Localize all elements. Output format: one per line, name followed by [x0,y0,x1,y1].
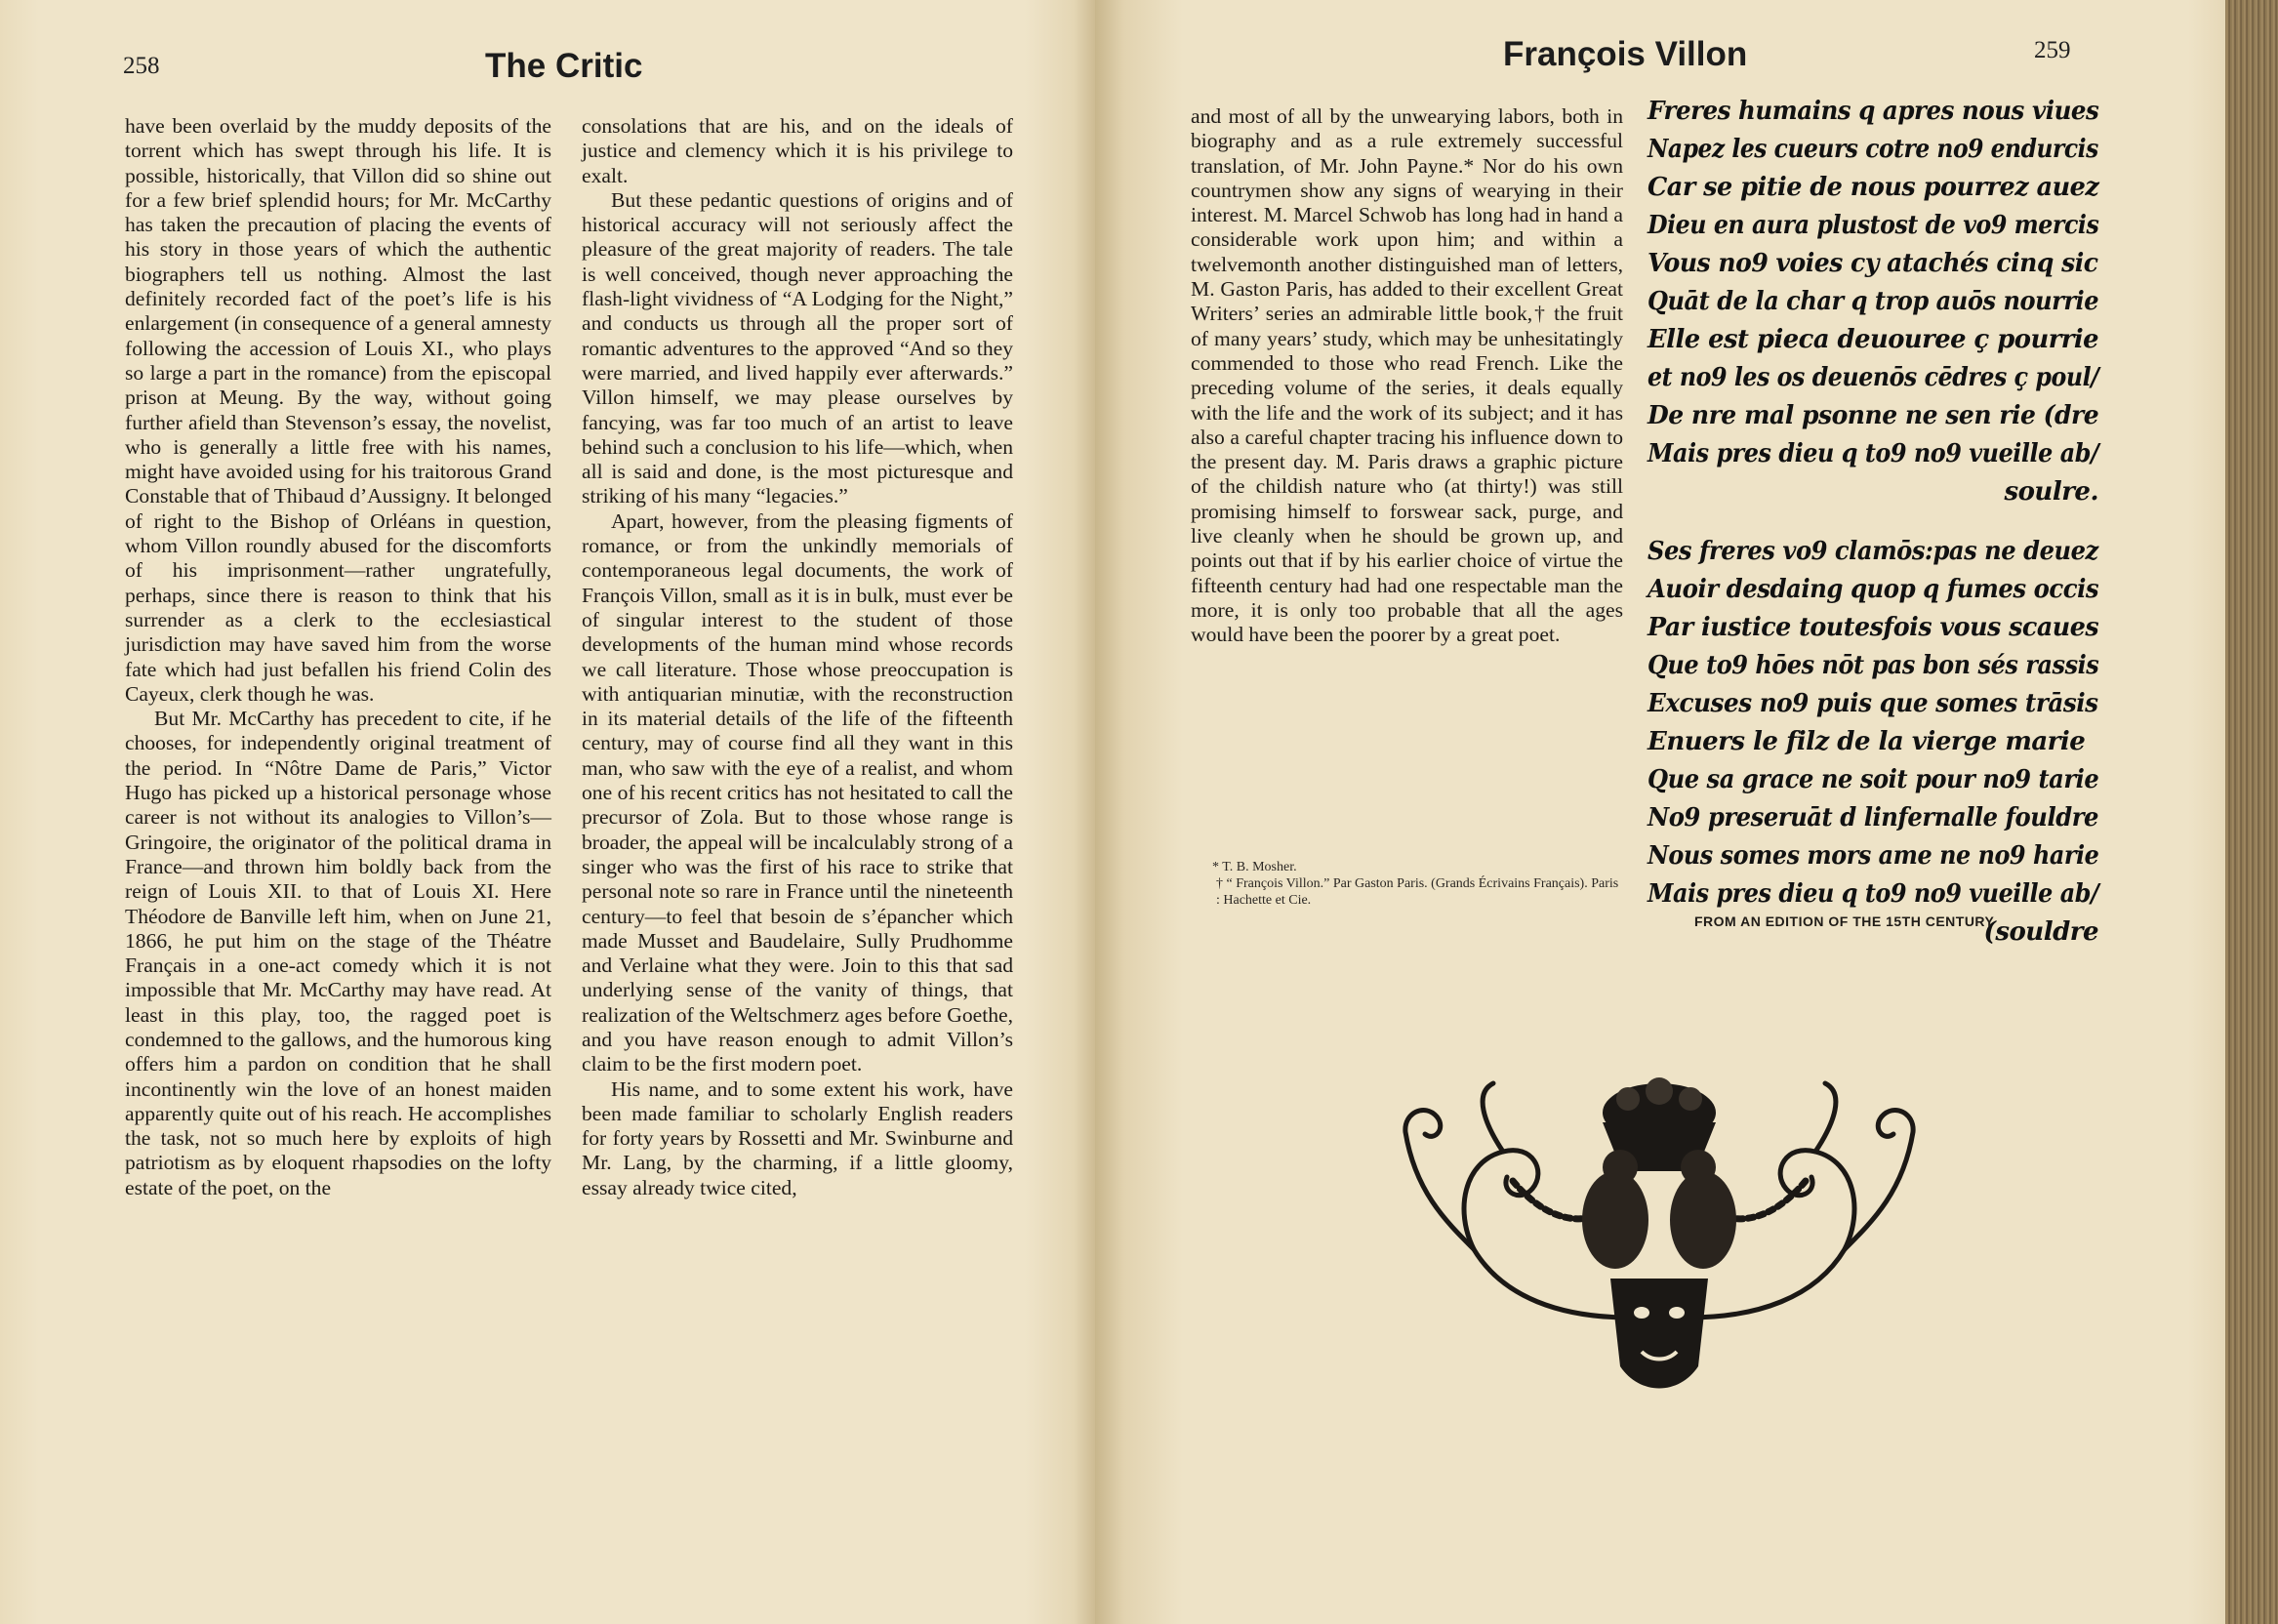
blackletter-line: Que to9 hōes nōt pas bon sés rassis [1647,651,2099,680]
blackletter-line: Elle est pieca deuouree ç pourrie [1647,325,2099,354]
blackletter-line: Dieu en aura plustost de vo9 mercis [1647,211,2099,240]
blackletter-line: Mais pres dieu q to9 no9 vueille ab/ [1647,879,2099,909]
left-page [0,0,1095,1624]
blackletter-line: Que sa grace ne soit pour no9 tarie [1647,765,2099,794]
paragraph: But these pedantic questions of origins and of historical accuracy will not seriously affect the pleasure of the great majority of readers. The tale is well conceived, though never approaching the flash-light vividness of “A Lodging for the Night,” and conducts us through all the proper sort of romantic adventures to the approved “And so they were married, and lived happily ever afterwards.” Villon himself, we may please ourselves by fancying, was far too much of an artist to leave behind such a conclusion to his life—which, when all is said and done, is the most picturesque and striking of his many “legacies.” [582,187,1013,508]
footnote-2: † “ François Villon.” Par Gaston Paris. (Grands Écrivains Français). Paris : Hachette et Cie. [1216,876,1619,908]
facsimile-caption: FROM AN EDITION OF THE 15TH CENTURY [1694,914,1995,929]
blackletter-line: Vous no9 voies cy atachés cinq sic [1647,249,2098,278]
blackletter-stanza-2 [1647,533,2098,914]
paragraph: have been overlaid by the muddy deposits of the torrent which has swept through his life. It is possible, historically, that Villon did so shine out for a few brief splendid hours; for Mr. McCarthy has taken the precaution of placing the events of his story in those years of which the authentic biographers tell us nothing. Almost the last definitely recorded fact of the poet’s life is his enlargement (in consequence of a general amnesty following the accession of Louis XI., who plays so large a part in the romance) from the episcopal prison at Meung. By the way, without going further afield than Stevenson’s essay, the novelist, who is generally a little free with his names, might have avoided using for his traitorous Grand Constable that of Thibaud d’Aussigny. It belonged of right to the Bishop of Orléans in question, whom Villon roundly abused for the discomforts of his imprisonment—rather ungratefully, perhaps, since there is reason to think that his surrender as a clerk to the ecclesiastical jurisdiction may have saved him from the worse fate which had just befallen his friend Colin des Cayeux, clerk though he was. [125,114,551,706]
footnote-1: * T. B. Mosher. [1212,860,1297,874]
paragraph: and most of all by the unwearying labors, both in biography and as a rule extremely successful translation, of Mr. John Payne.* Nor do his own countrymen show any signs of wearying in their interest. M. Marcel Schwob has long had in hand a considerable work upon him; and within a twelvemonth another distinguished man of letters, M. Gaston Paris, has added to their excellent Great Writers’ series an admirable little book,† the fruit of many years’ study, which may be unhesitatingly commended to those who read French. Like the preceding volume of the series, it deals equally with the life and the work of its subject; and it has also a careful chapter tracing his influence down to the present day. M. Paris draws a graphic picture of the childish nature who (at thirty!) was still promising himself to forswear sack, purge, and live cleanly when he should be grown up, and points out that if by his earlier choice of virtue the fifteenth century had had one respectable man the more, it is only too probable that all the ages would have been the poorer by a great poet. [1191,104,1623,647]
paragraph: Apart, however, from the pleasing figments of romance, or from the unkindly memorials of contemporaneous legal documents, the work of François Villon, small as it is in bulk, must ever be of singular interest to the student of those developments of the human mind whose records we call literature. Those whose preoccupation is with antiquarian minutiæ, with the reconstruction in its material details of the life of the fifteenth century, may of course find all they want in this man, who saw with the eye of a realist, and whom one of his recent critics has not hesitated to call the precursor of Zola. But to those whose range is broader, the appeal will be incalculably strong of a singer who was the first of his race to strike that personal note so rare in France until the nineteenth century—to feel that besoin de s’épancher which made Musset and Baudelaire, Sully Prudhomme and Verlaine what they were. Join to this that sad underlying sense of the vanity of things, that realization of the Weltschmerz ages before Goethe, and you have reason enough to admit Villon’s claim to be the first modern poet. [582,508,1013,1076]
blackletter-line: No9 preseruāt d linfernalle fouldre [1647,803,2098,832]
running-head-left: The Critic [485,47,643,85]
ornament-tailpiece-icon [1386,1074,1932,1396]
blackletter-stanza-1 [1647,93,2098,473]
blackletter-line: Excuses no9 puis que somes trāsis [1647,689,2098,718]
right-page [1095,0,2225,1624]
blackletter-line: Quāt de la char q trop auōs nourrie [1647,287,2099,316]
blackletter-line: Enuers le filz de la vierge marie [1647,727,2086,756]
blackletter-facsimile [1647,93,2098,952]
left-column-2 [582,114,1013,1200]
running-head-right: François Villon [1503,35,1748,73]
folio-right: 259 [2034,37,2071,63]
blackletter-line: Ses freres vo9 clamōs:pas ne deuez [1647,537,2098,566]
paragraph: But Mr. McCarthy has precedent to cite, if he chooses, for independently original treatment of the period. In “Nôtre Dame de Paris,” Victor Hugo has picked up a historical personage whose career is not without its analogies to Villon’s—Gringoire, the originator of the political drama in France—and thrown him boldly back from the reign of Louis XII. to that of Louis XI. Here Théodore de Banville left him, when on June 21, 1866, he put him on the stage of the Théatre Français in a one-act comedy which it is not impossible that Mr. McCarthy may have read. At least in this play, too, the ragged poet is condemned to the gallows, and the humorous king offers him a pardon on condition that he shall incontinently win the love of an honest maiden apparently quite out of his reach. He accomplishes the task, not so much here by exploits of high patriotism as by eloquent rhapsodies on the lofty estate of the poet, on the [125,707,551,1199]
footnotes [1204,859,1624,909]
page-edges [2225,0,2278,1624]
right-column-1 [1191,104,1623,648]
paragraph: consolations that are his, and on the ideals of justice and clemency which it is his privilege to exalt. [582,114,1013,187]
blackletter-line: et no9 les os deuenōs cēdres ç poul/ [1647,363,2099,392]
blackletter-line: Nous somes mors ame ne no9 harie [1647,841,2099,871]
blackletter-line: Freres humains q apres nous viues [1647,97,2099,126]
blackletter-line: Mais pres dieu q to9 no9 vueille ab/ [1647,439,2099,468]
paragraph: His name, and to some extent his work, have been made familiar to scholarly English readers for forty years by Rossetti and Mr. Swinburne and Mr. Lang, by the charming, if a little gloomy, essay already twice cited, [582,1076,1013,1199]
blackletter-line: Car se pitie de nous pourrez auez [1647,173,2099,202]
blackletter-line: Auoir desdaing quop q fumes occis [1647,575,2099,604]
blackletter-line: soulre. [2004,477,2098,507]
blackletter-line: (souldre [1983,917,2098,947]
blackletter-line: Par iustice toutesfois vous scaues [1647,613,2099,642]
left-column-1 [125,114,551,1200]
blackletter-line: Napez les cueurs cotre no9 endurcis [1647,135,2098,164]
folio-left: 258 [123,53,160,79]
blackletter-line: De nre mal psonne ne sen rie (dre [1647,401,2099,430]
